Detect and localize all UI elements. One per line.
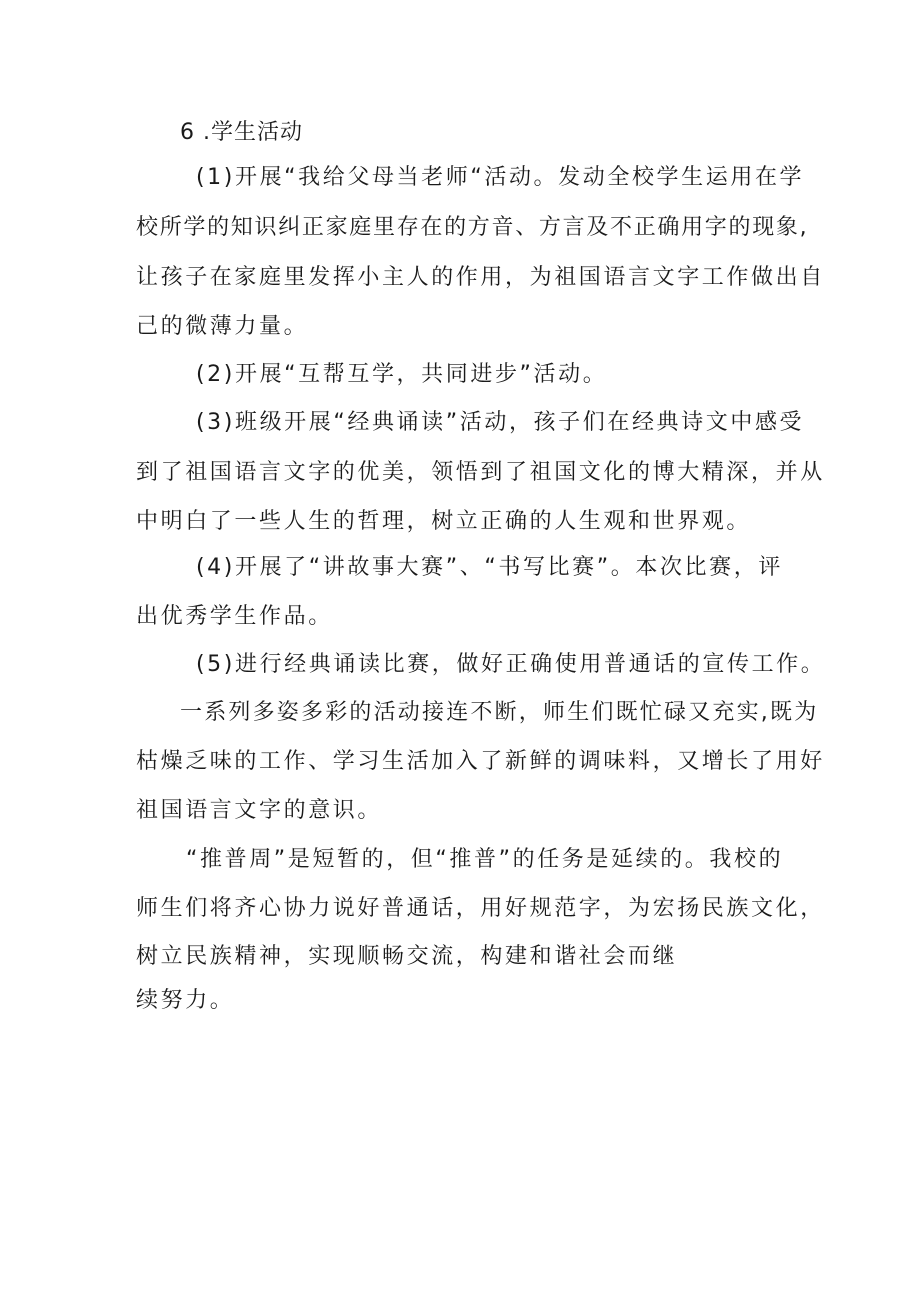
- paragraph-4-line-1: (4)开展了“讲故事大赛”、“书写比赛”。本次比赛，评: [196, 555, 783, 580]
- paragraph-7-line-2: 师生们将齐心协力说好普通话，用好规范字，为宏扬民族文化，: [136, 896, 825, 921]
- paragraph-2-line-1: (2)开展“互帮互学，共同进步”活动。: [196, 362, 608, 387]
- paragraph-1-line-4: 己的微薄力量。: [136, 314, 309, 339]
- paragraph-7-line-4: 续努力。: [136, 988, 235, 1013]
- paragraph-5-line-1: (5)进行经典诵读比赛，做好正确使用普通话的宣传工作。: [196, 652, 826, 677]
- section-heading: 6 .学生活动: [180, 120, 303, 145]
- paragraph-6-line-2: 枯燥乏味的工作、学习生活加入了新鲜的调味料，又增长了用好: [136, 749, 825, 774]
- paragraph-1-line-2: 校所学的知识纠正家庭里存在的方音、方言及不正确用字的现象,: [136, 215, 809, 240]
- paragraph-3-line-1: (3)班级开展“经典诵读”活动，孩子们在经典诗文中感受: [196, 410, 805, 435]
- paragraph-1-line-1: (1)开展“我给父母当老师“活动。发动全校学生运用在学: [196, 165, 805, 190]
- paragraph-4-line-2: 出优秀学生作品。: [136, 604, 333, 629]
- paragraph-3-line-2: 到了祖国语言文字的优美，领悟到了祖国文化的博大精深，并从: [136, 460, 825, 485]
- paragraph-7-line-1: “推普周”是短暂的，但“推普”的任务是延续的。我校的: [186, 847, 784, 872]
- paragraph-3-line-3: 中明白了一些人生的哲理，树立正确的人生观和世界观。: [136, 509, 752, 534]
- paragraph-6-line-1: 一系列多姿多彩的活动接连不断，师生们既忙碌又充实,既为: [180, 700, 819, 725]
- paragraph-1-line-3: 让孩子在家庭里发挥小主人的作用，为祖国语言文字工作做出自: [136, 265, 825, 290]
- paragraph-6-line-3: 祖国语言文字的意识。: [136, 798, 383, 823]
- paragraph-7-line-3: 树立民族精神，实现顺畅交流，构建和谐社会而继: [136, 944, 678, 969]
